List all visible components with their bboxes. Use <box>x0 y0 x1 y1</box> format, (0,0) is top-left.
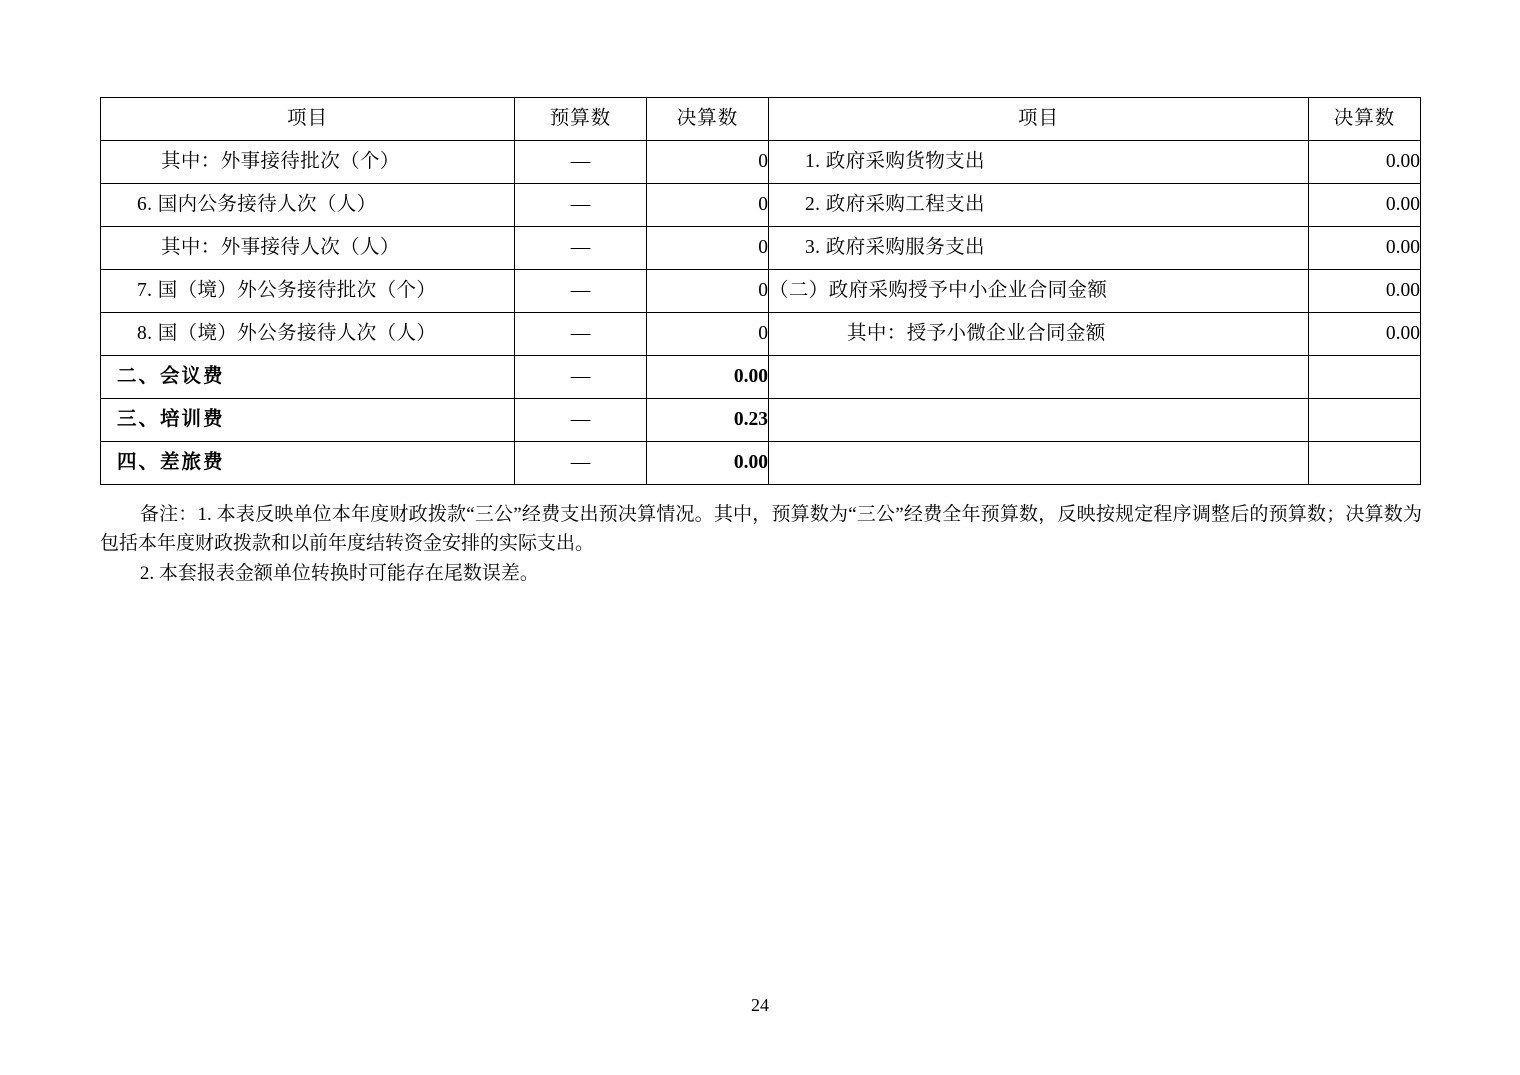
row-final-value: 0 <box>647 313 769 356</box>
table-body <box>101 141 1421 485</box>
header-item-left: 项目 <box>101 98 515 141</box>
row-label-right: 2. 政府采购工程支出 <box>769 184 1309 227</box>
row-label-right: （二）政府采购授予中小企业合同金额 <box>769 270 1309 313</box>
row-final-value-right: 0.00 <box>1309 313 1421 356</box>
page-number: 24 <box>751 995 769 1015</box>
table-row <box>101 141 1421 184</box>
row-final-value-right: 0.00 <box>1309 227 1421 270</box>
row-budget-value: — <box>515 184 647 227</box>
row-budget-value: — <box>515 442 647 485</box>
table-row <box>101 270 1421 313</box>
row-final-value-right <box>1309 442 1421 485</box>
row-budget-value: — <box>515 399 647 442</box>
row-label-left: 三、培训费 <box>101 399 515 442</box>
row-label-left: 四、差旅费 <box>101 442 515 485</box>
row-final-value-right <box>1309 356 1421 399</box>
row-budget-value: — <box>515 270 647 313</box>
row-final-value: 0 <box>647 270 769 313</box>
row-final-value: 0.00 <box>647 356 769 399</box>
note-line-1: 备注：1. 本表反映单位本年度财政拨款“三公”经费支出预决算情况。其中，预算数为“三公”经费全年预算数，反映按规定程序调整后的预算数；决算数为包括本年度财政拨款和以前年度结转资金安排的实际支出。 <box>100 504 1422 555</box>
row-label-left: 其中：外事接待人次（人） <box>101 227 515 270</box>
row-final-value-right: 0.00 <box>1309 141 1421 184</box>
row-label-right: 其中：授予小微企业合同金额 <box>769 313 1309 356</box>
row-label-left: 二、会议费 <box>101 356 515 399</box>
row-label-right <box>769 442 1309 485</box>
table-row <box>101 399 1421 442</box>
row-label-right: 3. 政府采购服务支出 <box>769 227 1309 270</box>
table-row <box>101 184 1421 227</box>
row-label-left: 8. 国（境）外公务接待人次（人） <box>101 313 515 356</box>
note-line-2: 2. 本套报表金额单位转换时可能存在尾数误差。 <box>139 562 539 584</box>
header-item-right: 项目 <box>769 98 1309 141</box>
table-row <box>101 313 1421 356</box>
table-header-row <box>101 98 1421 141</box>
row-final-value: 0 <box>647 227 769 270</box>
row-final-value: 0 <box>647 141 769 184</box>
row-final-value-right: 0.00 <box>1309 270 1421 313</box>
table-row <box>101 227 1421 270</box>
row-label-right <box>769 356 1309 399</box>
header-final: 决算数 <box>647 98 769 141</box>
row-final-value: 0 <box>647 184 769 227</box>
budget-table-container <box>100 97 1420 485</box>
table-row <box>101 442 1421 485</box>
row-final-value-right <box>1309 399 1421 442</box>
row-budget-value: — <box>515 313 647 356</box>
row-final-value-right: 0.00 <box>1309 184 1421 227</box>
row-budget-value: — <box>515 141 647 184</box>
row-budget-value: — <box>515 227 647 270</box>
row-label-left: 6. 国内公务接待人次（人） <box>101 184 515 227</box>
header-final-right: 决算数 <box>1309 98 1421 141</box>
table-row <box>101 356 1421 399</box>
header-budget: 预算数 <box>515 98 647 141</box>
row-final-value: 0.00 <box>647 442 769 485</box>
row-budget-value: — <box>515 356 647 399</box>
row-label-right: 1. 政府采购货物支出 <box>769 141 1309 184</box>
row-label-left: 7. 国（境）外公务接待批次（个） <box>101 270 515 313</box>
row-final-value: 0.23 <box>647 399 769 442</box>
budget-table <box>100 97 1421 485</box>
row-label-left: 其中：外事接待批次（个） <box>101 141 515 184</box>
table-notes <box>100 500 1422 588</box>
row-label-right <box>769 399 1309 442</box>
